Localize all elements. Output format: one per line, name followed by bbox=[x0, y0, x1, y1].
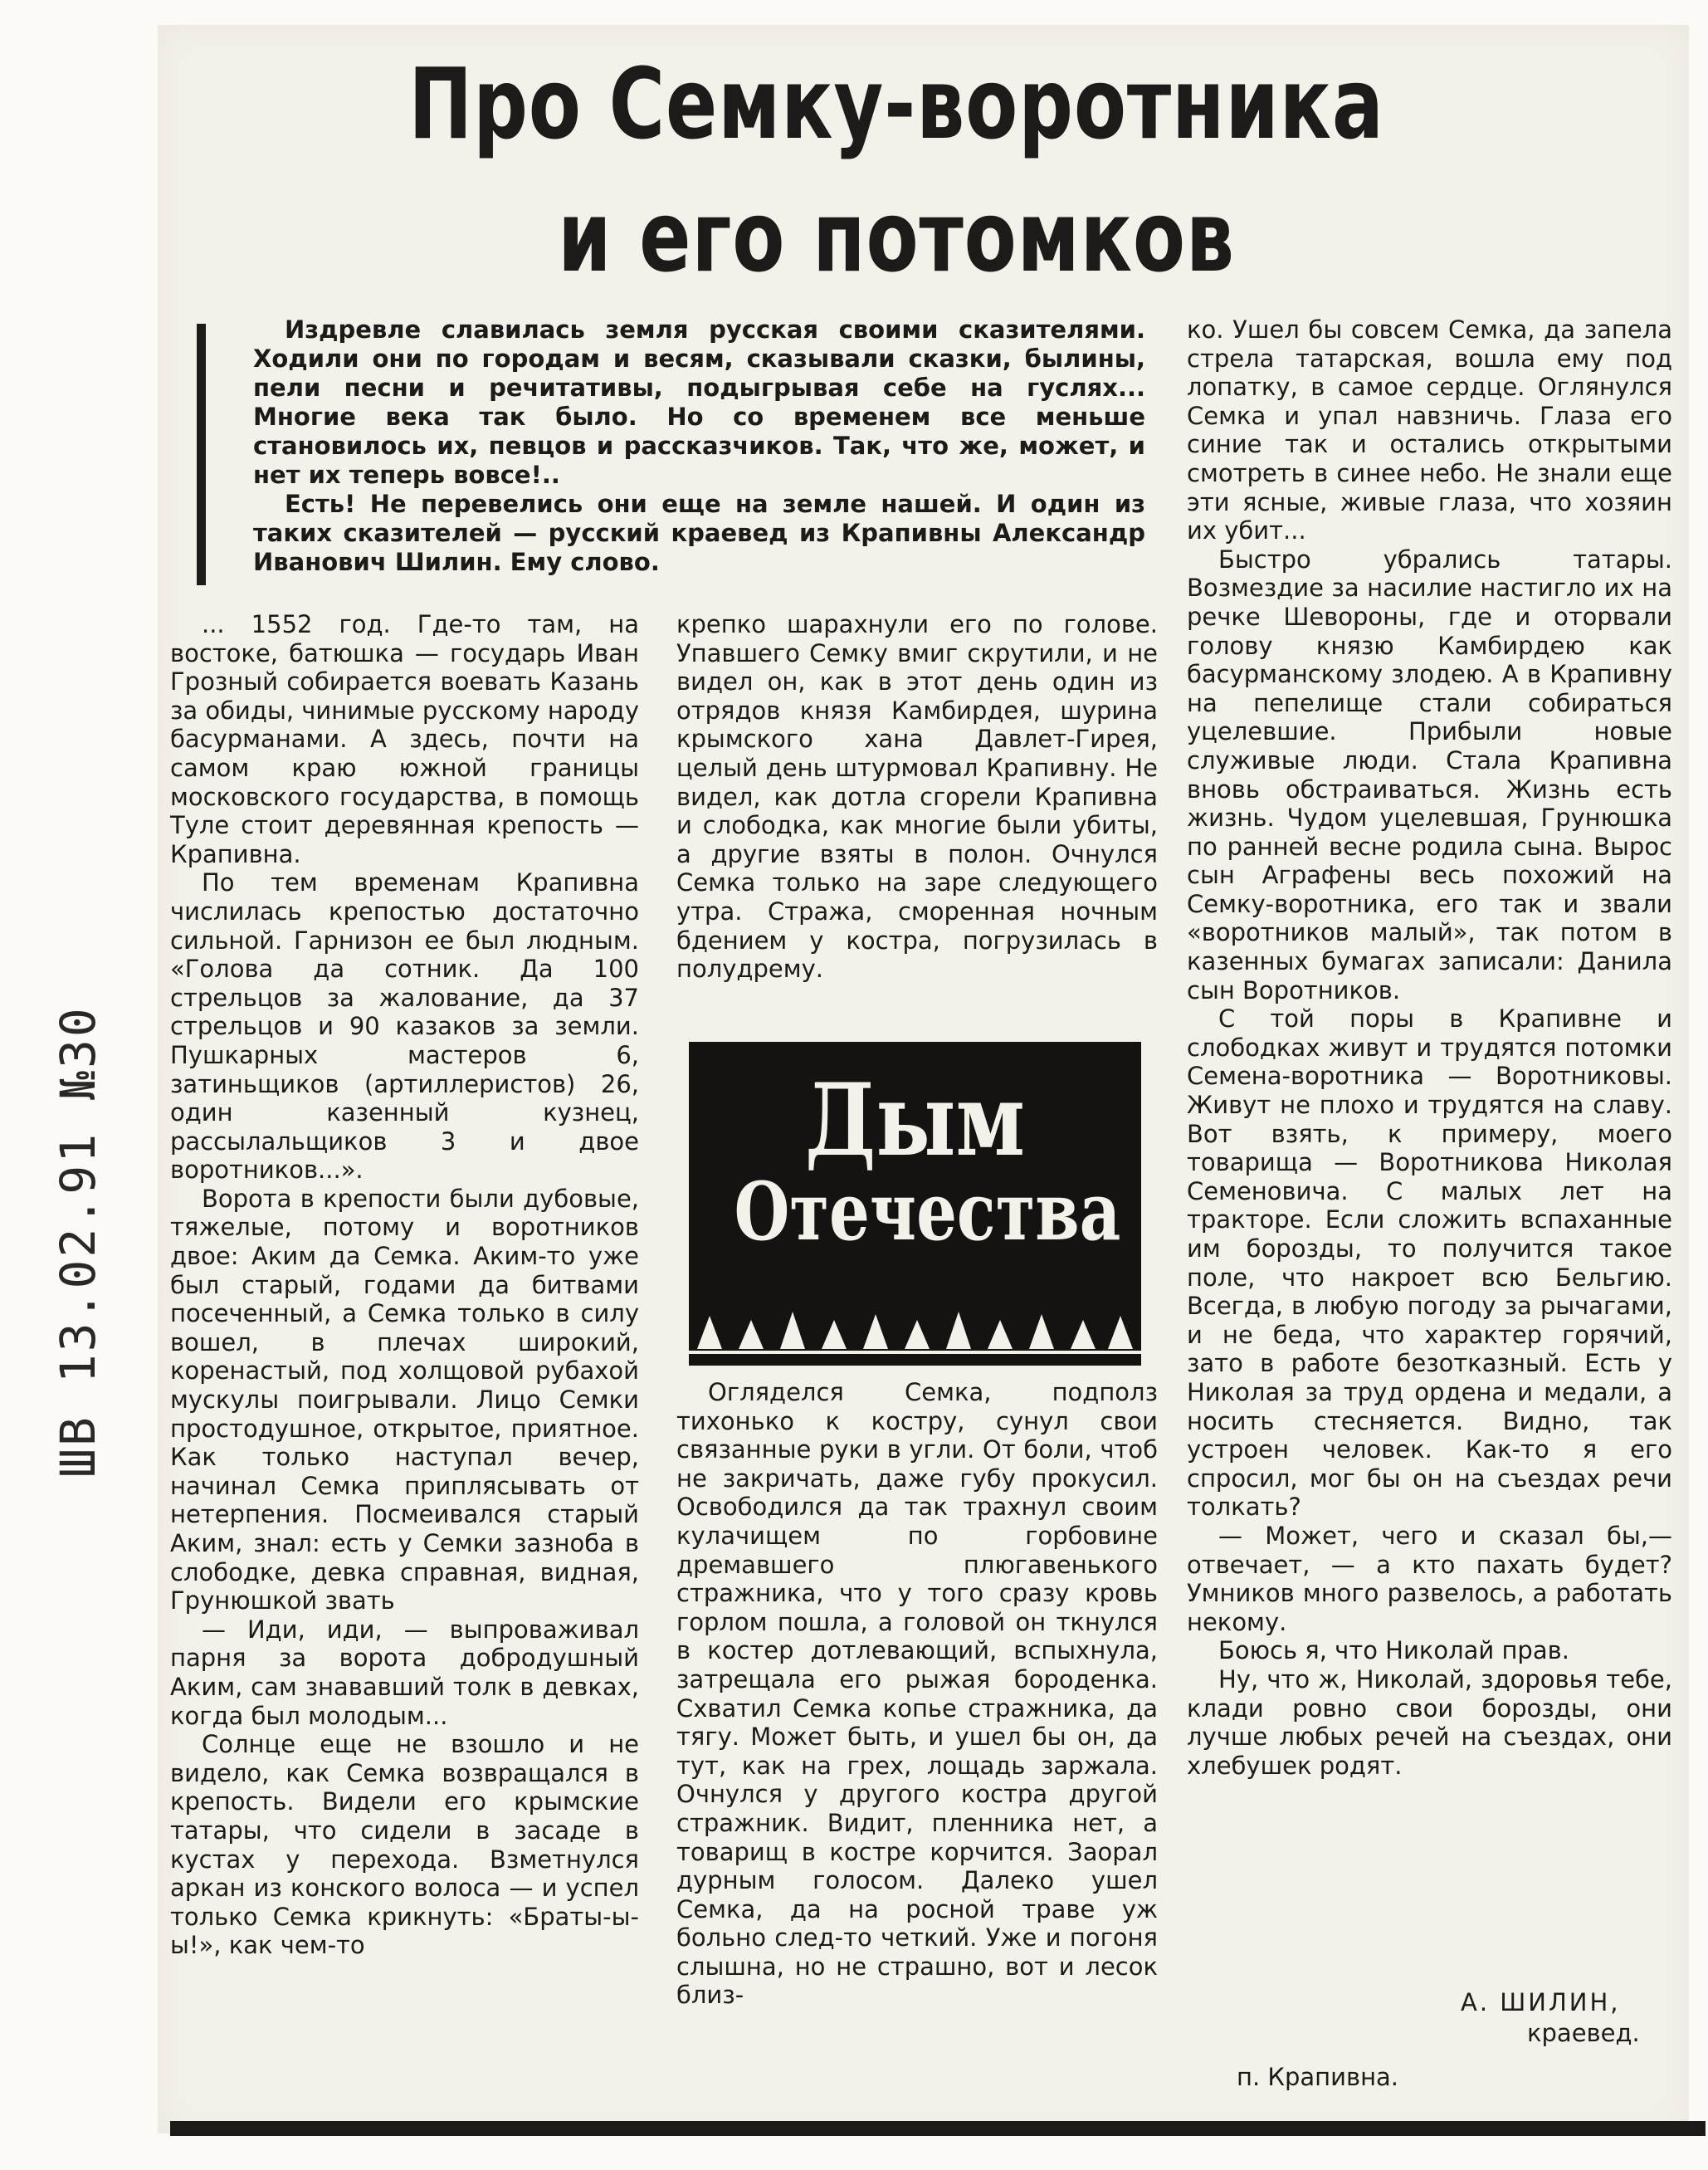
article-column-2-top bbox=[676, 610, 1158, 984]
rubric-line-1: Дым bbox=[805, 1062, 1025, 1179]
lead-p2: Есть! Не перевелись они еще на земле нашей. И один из таких сказителей — русский краевед из Крапивны Александр Иванович Шилин. Ему слово. bbox=[253, 490, 1145, 576]
article-column-1 bbox=[170, 610, 639, 1960]
paragraph: крепко шарахнули его по голове. Упавшего Семку вмиг скрутили, и не видел он, как в этот день один из отрядов князя Камбирдея, шурина крымского хана Давлет-Гирея, целый день штурмовал Крапивну. Не видел, как дотла сгорели Крапивна и слободка, как многие были убиты, а другие взяты в полон. Очнулся Семка только на заре следующего утра. Стража, сморенная ночным бдением у костра, погрузилась в полудрему. bbox=[676, 610, 1158, 984]
paragraph: Ворота в крепости были дубовые, тяжелые, потому и воротников двое: Аким да Семка. Аким-то уже был старый, годами да битвами посеченный, а Семка только в силу вошел, в плечах широкий, коренастый, под холщовой рубахой мускулы поигрывали. Лицо Семки простодушное, открытое, приятное. Как только наступал вечер, начинал Семка приплясывать от нетерпения. Посмеивался старый Аким, знал: есть у Семки зазноба в слободке, девка справная, видная, Грунюшкой звать bbox=[170, 1184, 639, 1615]
headline bbox=[392, 37, 1402, 303]
rubric-line-2: Отечества bbox=[734, 1165, 1121, 1259]
bottom-rule bbox=[170, 2121, 1706, 2136]
tree-pattern-icon bbox=[689, 1299, 1141, 1357]
author-place: п. Крапивна. bbox=[1237, 2063, 1399, 2091]
author-name: А. ШИЛИН, bbox=[1461, 1988, 1621, 2016]
paragraph: — Может, чего и сказал бы,— отвечает, — а кто пахать будет? Умников много развелось, а работать некому. bbox=[1187, 1521, 1672, 1636]
paragraph: ко. Ушел бы совсем Семка, да запела стрела татарская, вошла ему под лопатку, в самое сердце. Оглянулся Семка и упал навзничь. Глаза его синие так и остались открытыми смотреть в синее небо. Не знали еще эти ясные, живые глаза, что хозяин их убит... bbox=[1187, 315, 1672, 545]
paragraph: Боюсь я, что Николай прав. bbox=[1218, 1636, 1569, 1665]
paragraph: По тем временам Крапивна числилась крепостью достаточно сильной. Гарнизон ее был людным. «Голова да сотник. Да 100 стрельцов за жалование, да 37 стрельцов и 90 казаков за земли. Пушкарных мастеров 6, затиньщиков (артиллеристов) 26, один казенный кузнец, рассылальщиков 3 и двое воротников...». bbox=[170, 868, 639, 1185]
lead-rule bbox=[197, 324, 206, 585]
paragraph: ... 1552 год. Где-то там, на востоке, батюшка — государь Иван Грозный собирается воевать Казань за обиды, чинимые русскому народу басурманами. А здесь, почти на самом краю южной границы московского государства, в помощь Туле стоит деревянная крепость — Крапивна. bbox=[170, 610, 639, 868]
rubric-logo bbox=[689, 1042, 1141, 1366]
paragraph: — Иди, иди, — выпроваживал парня за ворота добродушный Аким, сам знававший толк в девках, когда был молодым... bbox=[170, 1615, 639, 1730]
paragraph: Огляделся Семка, подполз тихонько к костру, сунул свои связанные руки в угли. От боли, чтоб не закричать, даже губу прокусил. Освободился да так трахнул своим кулачищем по горбовине дремавшего плюгавенького стражника, что у того сразу кровь горлом пошла, а головой он ткнулся в костер дотлевающий, вспыхнула, затрещала его рыжая бороденка. Схватил Семка копье стражника, да тягу. Может быть, и ушел бы он, да тут, как на грех, лощадь заржала. Очнулся у другого костра другой стражник. Видит, пленника нет, а товарищ в костре корчится. Заорал дурным голосом. Далеко ушел Семка, да на росной траве уж больно след-то четкий. Уже и погоня слышна, но не страшно, вот и лесок близ- bbox=[676, 1378, 1158, 2010]
article-column-2-bottom bbox=[676, 1378, 1158, 2010]
author-role: краевед. bbox=[1527, 2019, 1640, 2047]
paragraph: С той поры в Крапивне и слободках живут и трудятся потомки Семена-воротника — Воротниковы. Живут не плохо и трудятся на славу. Вот взять, к примеру, моего товарища — Воротникова Николая Семеновича. С малых лет на тракторе. Если сложить вспаханные им борозды, то получится такое поле, что накроет всю Бельгию. Всегда, в любую погоду за рычагами, и не беда, что характер горячий, зато в работе безотказный. Есть у Николая за труд ордена и медали, а носить стесняется. Видно, так устроен человек. Как-то я его спросил, мог бы он на съездах речи толкать? bbox=[1187, 1004, 1672, 1522]
article-column-3 bbox=[1187, 315, 1672, 1780]
paragraph: Ну, что ж, Николай, здоровья тебе, клади ровно свои борозды, они лучше любых речей на съездах, они хлебушек родят. bbox=[1187, 1664, 1672, 1780]
headline-line-2: и его потомков bbox=[558, 179, 1235, 294]
lead-paragraph bbox=[253, 315, 1145, 577]
paragraph: Солнце еще не взошло и не видело, как Семка возвращался в крепость. Видели его крымские татары, что сидели в засаде в кустах у перехода. Взметнулся аркан из конского волоса — и успел только Семка крикнуть: «Браты-ы-ы!», как чем-то bbox=[170, 1730, 639, 1960]
paragraph: Быстро убрались татары. Возмездие за насилие настигло их на речке Шевороны, где и оторвали голову князю Камбирдею как басурманскому злодею. А в Крапивну на пепелище стали собираться уцелевшие. Прибыли новые служивые люди. Стала Крапивна вновь обстраиваться. Жизнь есть жизнь. Чудом уцелевшая, Грунюшка по ранней весне родила сына. Вырос сын Аграфены весь похожий на Семку-воротника, его так и звали «воротников малый», так потом в казенных бумагах записали: Данила сын Воротников. bbox=[1187, 545, 1672, 1004]
headline-line-1: Про Семку-воротника bbox=[408, 46, 1384, 161]
margin-stamp: ШВ 13.02.91 №30 bbox=[50, 1005, 106, 1478]
lead-p1: Издревле славилась земля русская своими сказителями. Ходили они по городам и весям, сказывали сказки, былины, пели песни и речитативы, подыгрывая себе на гуслях... Многие века так было. Но со временем все меньше становилось их, певцов и рассказчиков. Так, что же, может, и нет их теперь вовсе!.. bbox=[253, 315, 1145, 489]
